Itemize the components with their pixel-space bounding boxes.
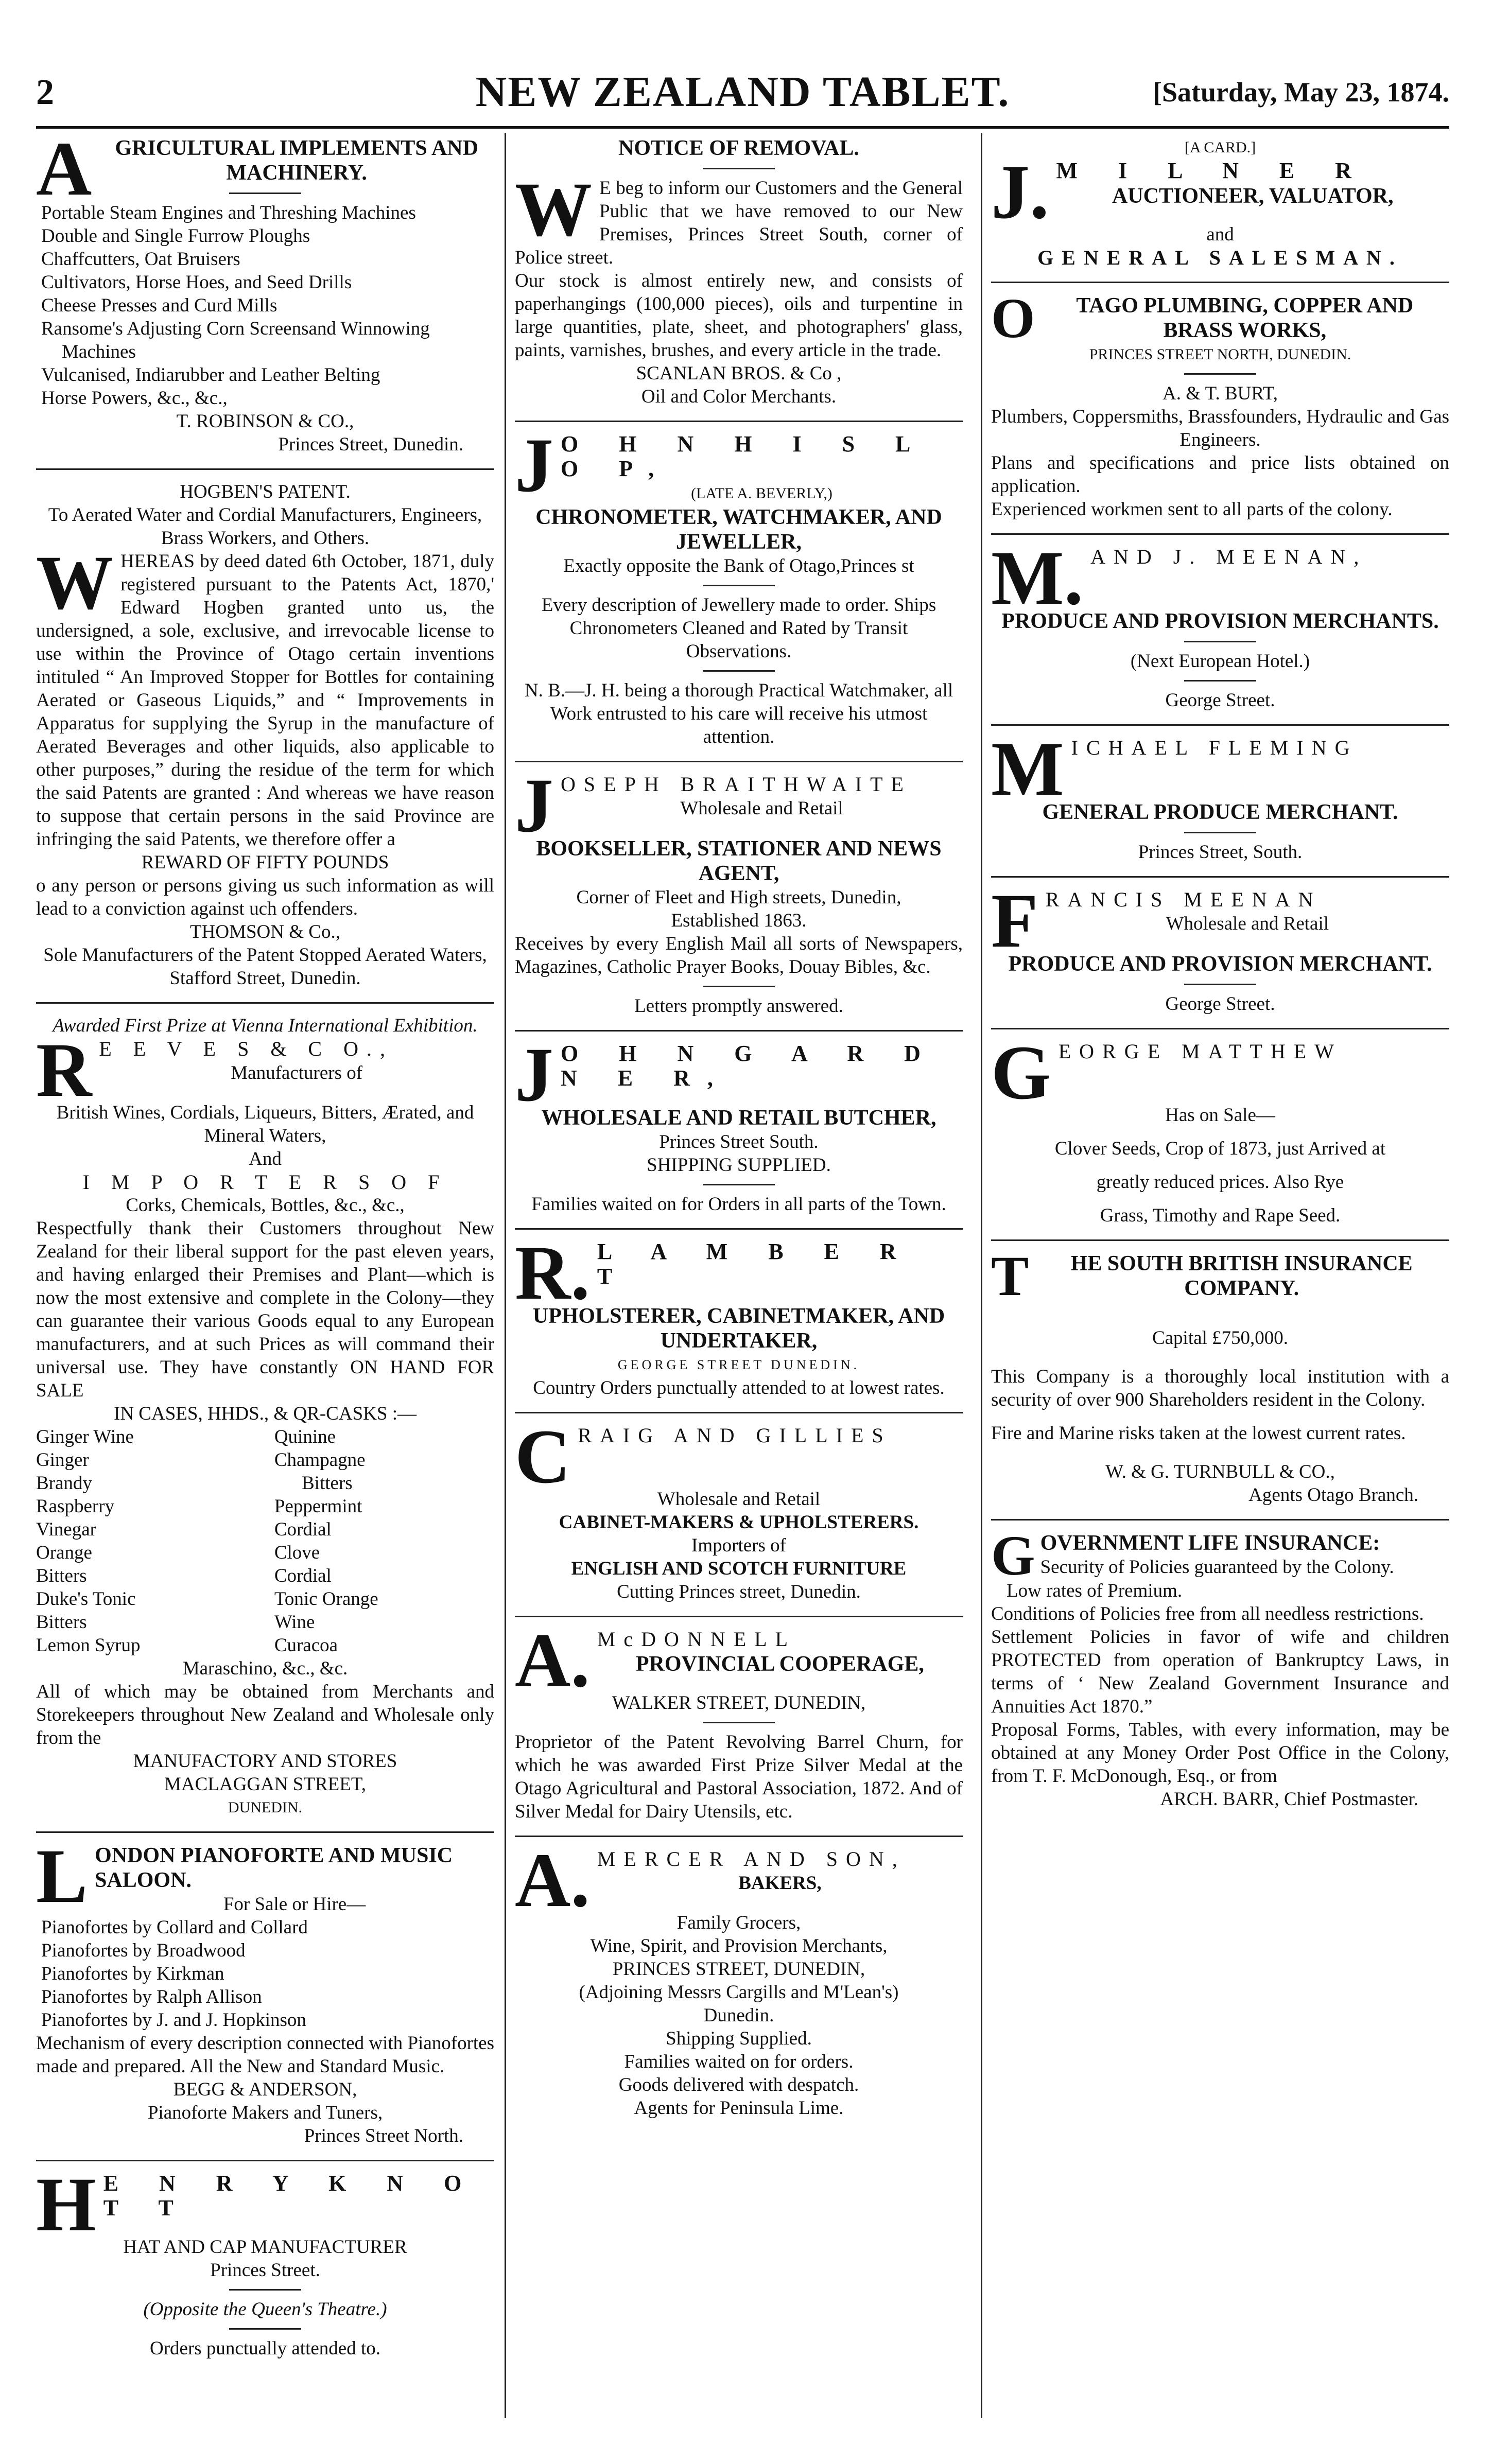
body-text: Respectfully thank their Customers throughout New Zealand for their liberal support for the past eleven years, and having enlarged their Premises and Plant—which is now the most extensive and complete in the Colony—they can guarantee their various Goods equal to any European manufacturers, and at such Prices as will command their universal use. They have constantly ON HAND FOR SALE <box>36 1218 494 1401</box>
role: BAKERS, <box>738 1873 822 1894</box>
ad-removal <box>515 133 963 417</box>
firm-name: T. ROBINSON & CO., <box>176 411 354 432</box>
drop-cap: J <box>515 423 553 508</box>
product-item: Lemon Syrup <box>36 1635 141 1656</box>
ad-hislop <box>515 423 963 758</box>
reward: REWARD OF FIFTY POUNDS <box>141 852 389 873</box>
ad-government-life <box>991 1524 1449 1820</box>
role: Agents Otago Branch. <box>1248 1484 1418 1506</box>
address: MACLAGGAN STREET, <box>164 1774 366 1795</box>
subline: Has on Sale— <box>1165 1105 1275 1126</box>
body-text: Conditions of Policies free from all needless restrictions. <box>991 1603 1424 1624</box>
ad-hogben <box>36 477 494 999</box>
ad-title: NOTICE OF REMOVAL. <box>618 136 859 160</box>
importers-line: I M P O R T E R S O F <box>82 1170 448 1194</box>
role: BOOKSELLER, STATIONER AND NEWS AGENT, <box>536 837 942 885</box>
ad-title: TAGO PLUMBING, COPPER AND BRASS WORKS, <box>1076 294 1414 342</box>
body-text: HEREAS by deed dated 6th October, 1871, duly registered pursuant to the Patents Act, 1870,' Edward Hogben granted unto us, the undersigned, a sole, exclusive, and irrevocable license to use within the Province of Otago certain inventions intituled “ An Improved Stopper for Bottles for containing Aerated or Gaseous Liquids,” and “ Improvements in Apparatus for supplying the Syrup in the manufacture of Aerated Beverages and other liquids, also applicable to other purposes,” during the residue of the term for which the said Patents are granted : And whereas we have reason to suppose that certain persons in the said Province are infringing the said Patents, we therefore offer a <box>36 551 494 850</box>
address: Princes Street. <box>210 2260 320 2281</box>
tagline: Orders punctually attended to. <box>150 2338 380 2359</box>
list-item: Vulcanised, Indiarubber and Leather Belting <box>41 364 380 386</box>
drop-cap: H <box>36 2162 96 2247</box>
address: PRINCES STREET NORTH, DUNEDIN. <box>1089 346 1351 363</box>
list-item: Dunedin. <box>703 2005 774 2026</box>
role: GENERAL PRODUCE MERCHANT. <box>1042 800 1398 824</box>
role: ENGLISH AND SCOTCH FURNITURE <box>571 1558 907 1579</box>
list-item: Cultivators, Horse Hoes, and Seed Drills <box>41 272 352 293</box>
product-item: Orange Bitters <box>36 1542 92 1586</box>
drop-cap: J <box>515 763 553 848</box>
body-text: Country Orders punctually attended to at lowest rates. <box>533 1377 945 1399</box>
body-text: Low rates of Premium. <box>1007 1580 1183 1601</box>
list-item: Double and Single Furrow Ploughs <box>41 225 310 247</box>
body-text: Proposal Forms, Tables, with every information, may be obtained at any Money Order Post Office in the Colony, from T. F. McDonough, Esq., or from <box>991 1719 1449 1787</box>
drop-cap: A. <box>515 1838 590 1923</box>
ad-matthew <box>991 1030 1449 1236</box>
subline: Wholesale and Retail <box>680 798 843 819</box>
role: UPHOLSTERER, CABINETMAKER, AND UNDERTAKER, <box>532 1304 945 1353</box>
firm-name: SCANLAN BROS. & Co , <box>636 363 842 384</box>
list-item: Pianofortes by Ralph Allison <box>41 1986 262 2007</box>
masthead <box>36 67 1449 124</box>
ad-title: GRICULTURAL IMPLEMENTS AND MACHINERY. <box>115 136 478 185</box>
ad-agricultural <box>36 133 494 465</box>
capital: Capital £750,000. <box>1152 1327 1289 1349</box>
subline: (LATE A. BEVERLY,) <box>691 485 832 502</box>
shipping: SHIPPING SUPPLIED. <box>647 1155 831 1176</box>
column-divider <box>505 133 506 2418</box>
role: WHOLESALE AND RETAIL BUTCHER, <box>541 1106 936 1130</box>
address: Princes Street North. <box>304 2125 463 2146</box>
footer-text: Sole Manufacturers of the Patent Stopped Aerated Waters, Stafford Street, Dunedin. <box>43 945 487 989</box>
drop-cap: R. <box>515 1230 590 1316</box>
list-item: Pianofortes by Kirkman <box>41 1963 224 1984</box>
tagline: Letters promptly answered. <box>634 995 843 1017</box>
drop-cap: J. <box>991 149 1049 235</box>
location-note: (Next European Hotel.) <box>1130 651 1310 672</box>
list-item: Horse Powers, &c., &c., <box>41 388 228 409</box>
body-text: Proprietor of the Patent Revolving Barrel Churn, for which he was awarded First Prize Silver Medal at the Otago Agricultural and Pastoral Association, 1872. And of Silver Medal for Dairy Utensils, etc. <box>515 1732 963 1822</box>
product-item: Clove Cordial <box>274 1542 332 1586</box>
drop-cap: M. <box>991 535 1084 621</box>
ad-title: ONDON PIANOFORTE AND MUSIC SALOON. <box>95 1844 453 1892</box>
firm-name: O H N H I S L O P, <box>561 431 927 481</box>
list-item: Agents for Peninsula Lime. <box>634 2098 844 2119</box>
ad-title: HOGBEN'S PATENT. <box>180 481 351 502</box>
role: HAT AND CAP MANUFACTURER <box>123 2236 407 2258</box>
ad-title: HE SOUTH BRITISH INSURANCE COMPANY. <box>1070 1252 1413 1300</box>
product-item: Quinine Champagne <box>274 1426 366 1471</box>
body-text: Our stock is almost entirely new, and consists of paperhangings (100,000 pieces), oils and turpentine in large quantities, plate, sheet, and photographers' glass, paints, varnishes, brushes, and every article in the trade. <box>515 270 963 361</box>
firm-name: W. & G. TURNBULL & CO., <box>1105 1461 1335 1482</box>
column-3 <box>991 133 1449 2418</box>
drop-cap: O <box>991 287 1035 349</box>
masthead-rule <box>36 126 1449 129</box>
role: CABINET-MAKERS & UPHOLSTERERS. <box>559 1512 919 1533</box>
list-item: Wine, Spirit, and Provision Merchants, <box>590 1935 888 1956</box>
address: Corner of Fleet and High streets, Dunedin, <box>576 887 901 908</box>
list-item: Pianofortes by J. and J. Hopkinson <box>41 2009 306 2031</box>
drop-cap: W <box>36 540 113 625</box>
drop-cap: C <box>515 1414 571 1499</box>
ad-title: OVERNMENT LIFE INSURANCE: <box>1040 1531 1380 1555</box>
body-text: Plans and specifications and price lists obtained on application. <box>991 452 1449 497</box>
role: Oil and Color Merchants. <box>641 386 837 407</box>
firm-name: O H N G A R D N E R, <box>561 1041 938 1091</box>
list-item: (Adjoining Messrs Cargills and M'Lean's) <box>579 1982 899 2003</box>
city: DUNEDIN. <box>228 1799 303 1816</box>
award-line: Awarded First Prize at Vienna International Exhibition. <box>53 1015 478 1036</box>
drop-cap: G <box>991 1030 1051 1115</box>
body-text: Experienced workmen sent to all parts of the colony. <box>991 499 1393 520</box>
address: Cutting Princes street, Dunedin. <box>617 1581 861 1602</box>
ad-francis-meenan <box>991 878 1449 1025</box>
ad-mj-meenan <box>991 535 1449 721</box>
firm-name: RANCIS MEENAN <box>1045 888 1322 911</box>
firm-name: L A M B E R T <box>597 1239 914 1289</box>
subline: Importers of <box>691 1535 786 1556</box>
ad-milner <box>991 133 1449 278</box>
location-note: (Opposite the Queen's Theatre.) <box>143 2299 387 2320</box>
address: Princes Street, Dunedin. <box>278 434 463 455</box>
address: Princes Street South. <box>659 1131 819 1152</box>
drop-cap: R <box>36 1027 92 1113</box>
established: Established 1863. <box>671 910 807 931</box>
drop-cap: G <box>991 1524 1035 1587</box>
page-number: 2 <box>36 73 54 112</box>
role: PRODUCE AND PROVISION MERCHANT. <box>1008 952 1432 976</box>
stores-line: MANUFACTORY AND STORES <box>133 1751 397 1772</box>
column-divider <box>981 133 982 2418</box>
ad-mcdonnell <box>515 1618 963 1832</box>
firm-name: AND J. MEENAN, <box>1090 545 1367 568</box>
ad-pianoforte <box>36 1833 494 2157</box>
issue-date: [Saturday, May 23, 1874. <box>1152 77 1449 108</box>
firm-name: M I L N E R <box>1056 158 1369 183</box>
address: George Street. <box>1165 690 1275 711</box>
product-item: Duke's Tonic Bitters <box>36 1588 136 1633</box>
address: WALKER STREET, DUNEDIN, <box>612 1692 866 1714</box>
firm-name: E N R Y K N O T T <box>103 2171 479 2221</box>
firm-name: THOMSON & Co., <box>190 921 340 942</box>
ad-lambert <box>515 1230 963 1409</box>
ad-mercer <box>515 1838 963 2129</box>
product-line: Corks, Chemicals, Bottles, &c., &c., <box>126 1195 405 1216</box>
subline: and <box>1206 224 1234 245</box>
ad-reeves <box>36 1011 494 1828</box>
ad-subtitle: To Aerated Water and Cordial Manufacturers, Engineers, Brass Workers, and Others. <box>48 504 482 549</box>
body-text: Every description of Jewellery made to order. Ships Chronometers Cleaned and Rated by Transit Observations. <box>541 595 936 662</box>
list-item: Cheese Presses and Curd Mills <box>41 295 277 316</box>
drop-cap: L <box>36 1833 88 1919</box>
firm-name: McDONNELL <box>597 1628 796 1651</box>
product-line: British Wines, Cordials, Liqueurs, Bitters, Ærated, and Mineral Waters, <box>56 1102 474 1146</box>
list-item: Family Grocers, <box>676 1912 801 1933</box>
product-item: Ginger Brandy <box>36 1449 92 1494</box>
ad-knott <box>36 2162 494 2369</box>
body-text: Mechanism of every description connected with Pianofortes made and prepared. All the New and Standard Music. <box>36 2033 494 2077</box>
product-item: Tonic Orange Wine <box>274 1588 378 1633</box>
drop-cap: J <box>515 1032 553 1117</box>
drop-cap: T <box>991 1245 1029 1307</box>
firm-name: RAIG AND GILLIES <box>578 1424 892 1447</box>
sale-line: IN CASES, HHDS., & QR-CASKS :— <box>114 1403 417 1424</box>
product-item: Ginger Wine <box>36 1426 134 1447</box>
role: PRODUCE AND PROVISION MERCHANTS. <box>1001 609 1439 633</box>
body-text: Clover Seeds, Crop of 1873, just Arrived at <box>1054 1138 1386 1159</box>
ad-gardner <box>515 1032 963 1225</box>
list-item: Pianofortes by Broadwood <box>41 1940 246 1961</box>
role: AUCTIONEER, VALUATOR, <box>1112 184 1394 208</box>
column-1 <box>36 133 494 2418</box>
drop-cap: F <box>991 878 1038 964</box>
product-item: Curacoa <box>274 1635 338 1656</box>
role: GENERAL SALESMAN. <box>1037 246 1403 269</box>
ad-craig-gillies <box>515 1414 963 1613</box>
column-2 <box>515 133 963 2418</box>
firm-name: EORGE MATTHEW <box>1058 1040 1342 1063</box>
product-item: Bitters <box>302 1473 353 1494</box>
firm-name: E E V E S & C O., <box>99 1037 393 1060</box>
list-item: Chaffcutters, Oat Bruisers <box>41 249 240 270</box>
ad-fleming <box>991 726 1449 873</box>
subline: And <box>249 1148 282 1169</box>
list-item: Shipping Supplied. <box>666 2028 812 2049</box>
address: Princes Street, South. <box>1138 842 1303 863</box>
body-text: This Company is a thoroughly local institution with a security of over 900 Shareholders resident in the Colony. <box>991 1366 1449 1410</box>
subline: Wholesale and Retail <box>1166 913 1329 934</box>
newspaper-title: NEW ZEALAND TABLET. <box>475 68 1010 116</box>
body-text: E beg to inform our Customers and the General Public that we have removed to our New Premises, Princes Street South, corner of Police street. <box>515 178 963 268</box>
firm-name: BEGG & ANDERSON, <box>173 2079 357 2100</box>
role: PROVINCIAL COOPERAGE, <box>635 1652 924 1676</box>
product-item: Peppermint Cordial <box>274 1496 362 1540</box>
ad-braithwaite <box>515 763 963 1027</box>
list-item: Goods delivered with despatch. <box>618 2074 859 2095</box>
product-item: Maraschino, &c., &c. <box>182 1658 348 1679</box>
body-text: Settlement Policies in favor of wife and children PROTECTED from operation of Bankruptcy Laws, in terms of ‘ New Zealand Government Insurance and Annuities Act 1870.” <box>991 1627 1449 1717</box>
drop-cap: A. <box>515 1618 590 1703</box>
ad-plumbing <box>991 287 1449 530</box>
drop-cap: A <box>36 133 92 212</box>
body-text: greatly reduced prices. Also Rye <box>1096 1172 1344 1193</box>
role: Pianoforte Makers and Tuners, <box>147 2102 383 2123</box>
drop-cap: M <box>991 726 1064 812</box>
list-item: Portable Steam Engines and Threshing Machines <box>41 202 416 223</box>
body-text: Security of Policies guaranteed by the Colony. <box>1040 1557 1394 1578</box>
body-text: Families waited on for Orders in all parts of the Town. <box>531 1194 946 1215</box>
list-item: Ransome's Adjusting Corn Screensand Winnowing Machines <box>41 318 430 362</box>
product-item: Raspberry Vinegar <box>36 1496 115 1540</box>
body-text: Fire and Marine risks taken at the lowest current rates. <box>991 1423 1406 1444</box>
firm-name: ICHAEL FLEMING <box>1071 736 1358 759</box>
drop-cap: W <box>515 167 592 252</box>
body-text: N. B.—J. H. being a thorough Practical Watchmaker, all Work entrusted to his care will receive his utmost attention. <box>524 680 953 747</box>
body-text: All of which may be obtained from Merchants and Storekeepers throughout New Zealand and Wholesale only from the <box>36 1681 494 1749</box>
address: George Street. <box>1165 993 1275 1015</box>
signature: ARCH. BARR, Chief Postmaster. <box>1160 1789 1418 1810</box>
subline: Wholesale and Retail <box>657 1489 821 1510</box>
address: Exactly opposite the Bank of Otago,Princes st <box>563 555 914 576</box>
subline: For Sale or Hire— <box>223 1894 366 1915</box>
firm-name: A. & T. BURT, <box>1163 383 1278 404</box>
body-text: o any person or persons giving us such information as will lead to a conviction against uch offenders. <box>36 875 494 919</box>
role: CHRONOMETER, WATCHMAKER, AND JEWELLER, <box>535 505 942 554</box>
list-item: Families waited on for orders. <box>624 2051 854 2072</box>
ad-south-british <box>991 1245 1449 1516</box>
body-text: Receives by every English Mail all sorts of Newspapers, Magazines, Catholic Prayer Books, Douay Bibles, &c. <box>515 933 963 977</box>
address: GEORGE STREET DUNEDIN. <box>617 1357 860 1372</box>
list-item: Pianofortes by Collard and Collard <box>41 1917 308 1938</box>
role: Plumbers, Coppersmiths, Brassfounders, Hydraulic and Gas Engineers. <box>991 406 1449 450</box>
firm-name: MERCER AND SON, <box>597 1847 906 1871</box>
card-label: [A CARD.] <box>1184 139 1256 156</box>
list-item: PRINCES STREET, DUNEDIN, <box>612 1959 865 1980</box>
subline: Manufacturers of <box>231 1062 363 1084</box>
body-text: Grass, Timothy and Rape Seed. <box>1100 1205 1341 1226</box>
firm-name: OSEPH BRAITHWAITE <box>561 773 912 796</box>
